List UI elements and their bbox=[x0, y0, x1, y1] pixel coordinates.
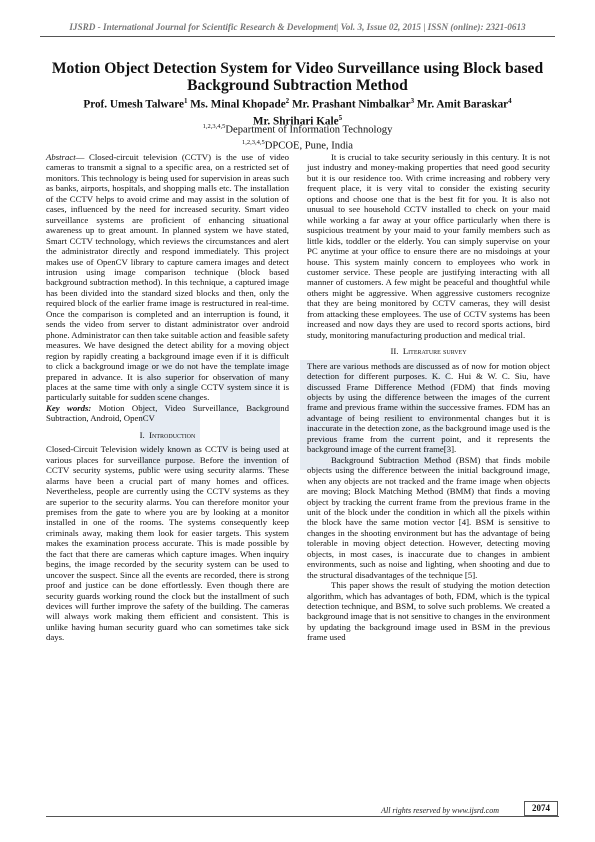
section-title: Literature survey bbox=[402, 346, 467, 357]
paper-title: Motion Object Detection System for Video Surveillance using Block based Background Subtraction Method bbox=[51, 60, 544, 94]
section-number: II. bbox=[390, 346, 399, 357]
affiliations bbox=[40, 121, 555, 153]
affiliation-mark: 1,2,3,4,5 bbox=[202, 123, 226, 130]
section-heading-introduction bbox=[46, 430, 289, 440]
journal-header: IJSRD - International Journal for Scientific Research & Development| Vol. 3, Issue 02, 2015 | ISSN (online): 2321-0613 bbox=[69, 22, 526, 32]
intro-paragraph-1: Closed-Circuit Television widely known as CCTV is being used at various places for surveillance purpose. Before the invention of CCTV security systems, public were using security alarms. These alarms have been a crucial part of many homes and offices. Nevertheless, people are currently using the CCTV systems as they are superior to the security alarms. You can therefore monitor your premises from the gate to where you are by looking at a monitor installed in one of the rooms. The systems consequently keep criminals away, making them look for easier targets. This system makes the examination process accurate. This is made possible by the fact that there are cameras which capture images. When inquiry begins, the image recorded by the security system can be used to uncover the suspect. Since all the events are recorded, there is strong proof and justice can be done effortlessly. Even though there are security guards working round the clock but the installment of such devices will further improve the safety of the building. The cameras will always work making them efficient and consistent. This is unlike having human security guard who can sometimes take sick days. bbox=[46, 444, 289, 643]
abstract-label: Abstract bbox=[46, 152, 76, 162]
literature-paragraph-3: This paper shows the result of studying the motion detection algorithm, which has advantages of both, FDM, which is the typical detection technique, and BSM, to solve such problems. We created a background image that is not sensitive to changes in the environment by updating the background image used in BSM in the previous frame used bbox=[307, 580, 550, 643]
author-affil-mark: 3 bbox=[410, 97, 415, 105]
keywords-label: Key words: bbox=[46, 402, 92, 413]
right-column bbox=[307, 152, 550, 643]
author-name: Prof. Umesh Talware bbox=[83, 98, 184, 111]
left-column bbox=[46, 152, 289, 643]
footer-divider bbox=[46, 816, 559, 817]
affiliation-text: Department of Information Technology bbox=[225, 124, 393, 136]
page-number: 2074 bbox=[524, 801, 558, 816]
author-affil-mark: 2 bbox=[285, 97, 290, 105]
author-affil-mark: 1 bbox=[183, 97, 188, 105]
section-number: I. bbox=[139, 429, 145, 440]
abstract bbox=[46, 152, 289, 403]
affiliation-department bbox=[40, 121, 555, 137]
affiliation-text: DPCOE, Pune, India bbox=[264, 140, 354, 152]
affiliation-institute bbox=[40, 137, 555, 153]
author-name: Mr. Shrihari Kale bbox=[252, 115, 339, 128]
author-affil-mark: 5 bbox=[338, 113, 343, 122]
abstract-text: — Closed-circuit television (CCTV) is the use of video cameras to transmit a signal to a specific area, on a restricted set of monitors. This technology is being used for supervision in areas such as banks, airports, hospitals, and shopping malls etc. The installation of the CCTV helps to avoid crime and may assist in the solution of cases, influenced by the need for increased security. Smart video surveillance systems are proficient of enhancing situational awareness up to great amount. In planned system we have stated, Smart CCTV technology, which reviews the circumstances and alert the administrator directly and respond immediately. This project makes use of OpenCV library to capture camera images and detect intrusion using image comparison technique (block based background subtraction method). In this technique, a captured image has been divided into the standard sized blocks and then, only the required block of the earlier frame image is restructured in real-time. Once the comparison is completed and an interruption is found, it sends the video from server to distant administrator over android phone. Administrator can then take suitable action and feasible safety measures. We have designed the detect ability for a moving object region by rapidly creating a background image even if it is difficult to click a background image or we do not have the template image prepared in advance. It is also superior for observation of many places at the same time with only a single CCTV system since it is particularly suitable for sudden scene changes. bbox=[46, 152, 289, 403]
keywords-text: Motion Object, Video Surveillance, Background Subtraction, Android, OpenCV bbox=[46, 402, 290, 424]
author-affil-mark: 4 bbox=[508, 97, 512, 105]
literature-paragraph-2: Background Subtraction Method (BSM) that finds mobile objects using the difference between the initial background image, when any objects are not tracked and the frame image when objects are moving; Block Matching Method (BMM) that finds a moving object by tracking the current frame from the previous frame in the unit of the block under the condition in which all the pixels within the block have the same motion vector [4]. BSM is sensitive to changes in the shooting environment but has the advantage of being tolerable in moving object detection. However, detecting moving objects, in most cases, is inaccurate due to changes in ambient environments, such as noise and lighting, when shooting and due to the structural disadvantages of the technique [5]. bbox=[307, 454, 550, 580]
intro-paragraph-2: It is crucial to take security seriously in this century. It is not just industry and money-making properties that need good security but it is our residence too. With crime increasing and robbery very frequent place, it is very vital to consider the existing security options and choose one that is the best fit for you. It is also not unusual to see household CCTV installed to check on your maid while working a far away at your office particularly when there is suspicious treatment by your maid to your family members such as little kids, toddler or the elderly. You can simply supervise on your PC anytime at your office to ensure there are no misdoings at your house. This system mainly concern to employees who work in customer service. These people are justifying interacting with all manner of customers. A few might be peaceful and thoughtful while others might be aggressive. When aggressive customers recognize that they are being monitored by CCTV cameras, they will desist from attacking these employees. The use of CCTV systems has been increased and now days they are used to record sports actions, bird study, monitoring manufacturing production and medical trial. bbox=[307, 152, 550, 340]
literature-paragraph-1: There are various methods are discussed as of now for motion object detection for different purposes. K. C. Hui & W. C. Siu, have discussed Frame Difference Method (FDM) that finds moving objects by using the difference between the images of the current frame and previous frame within the successive frames. FDM has an advantage of being resilient to environmental changes but it is inaccurate in the detection zone, as the background image used is the previous frame from the current point, and it represents the background image of the current frame[3]. bbox=[307, 360, 550, 455]
section-heading-literature-survey bbox=[307, 346, 550, 356]
affiliation-mark: 1,2,3,4,5 bbox=[241, 139, 265, 147]
author-name: Ms. Minal Khopade bbox=[190, 98, 286, 111]
footer-rights: All rights reserved by www.ijsrd.com bbox=[381, 806, 499, 815]
author-name: Mr. Prashant Nimbalkar bbox=[291, 98, 411, 111]
keywords bbox=[46, 403, 289, 424]
author-name: Mr. Amit Baraskar bbox=[416, 98, 509, 111]
header-divider bbox=[40, 36, 555, 37]
author-line-1 bbox=[40, 95, 555, 112]
section-title: Introduction bbox=[149, 429, 196, 440]
